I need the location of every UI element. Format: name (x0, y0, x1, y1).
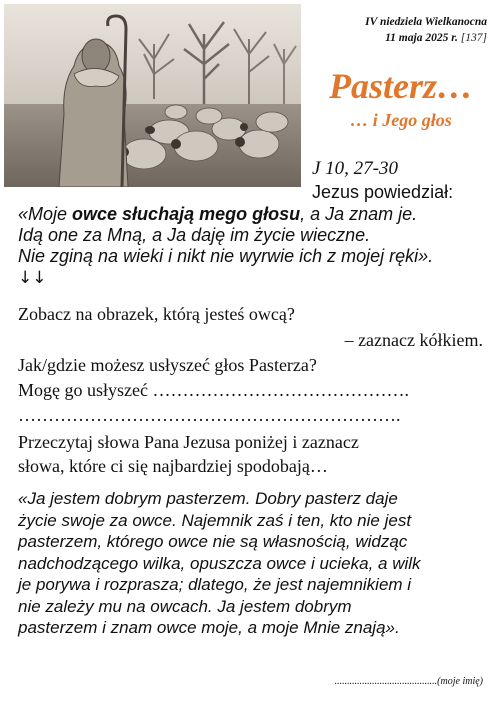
intro-text: Jezus powiedział: (312, 182, 454, 202)
page-subtitle: … i Jego głos (350, 110, 452, 130)
name-signature-field[interactable]: .........................................(moje imię) (334, 676, 483, 687)
shepherd-with-sheep-illustration (4, 4, 301, 187)
quote1-part-c: , a Ja znam je. (300, 204, 418, 224)
quote2-line: nie zależy mu na owcach. Ja jestem dobrym (18, 596, 352, 616)
quote1-part-a: «Moje (18, 204, 73, 224)
task-instruction-line-2: słowa, które ci się najbardziej spodobają… (18, 456, 328, 476)
occasion: IV niedziela Wielkanocna (365, 16, 487, 28)
header-info (365, 14, 487, 46)
down-arrows-icon: ↓↓ (18, 268, 47, 288)
quote1-line-3: Nie zginą na wieki i nikt nie wyrwie ich z mojej ręki». (18, 246, 434, 266)
quote1-line-2: Idą one za Mną, a Ja daję im życie wieczne. (18, 225, 371, 245)
gospel-quote (18, 204, 488, 267)
quote2-line: «Ja jestem dobrym pasterzem. Dobry pasterz daje (18, 489, 398, 508)
task-question-voice: Jak/gdzie możesz usłyszeć głos Pasterza? (18, 355, 317, 375)
gospel-reference: J 10, 27-30 (312, 158, 399, 179)
answer-dots-line[interactable]: ………………………………………………………. (18, 405, 401, 425)
quote2-line: życie swoje za owce. Najemnik zaś i ten, kto nie jest (18, 510, 412, 530)
issue-number: [137] (460, 32, 487, 44)
quote2-line: pasterzem, którego owce nie są własnością, widząc (18, 532, 408, 551)
page-title: Pasterz… (329, 66, 473, 106)
task-question-sheep: Zobacz na obrazek, którą jesteś owcą? (18, 304, 295, 324)
task-instruction-line-1: Przeczytaj słowa Pana Jezusa poniżej i zaznacz (18, 432, 359, 452)
task-hint-circle: – zaznacz kółkiem. (344, 330, 483, 350)
quote2-line: je porywa i rozprasza; dlatego, że jest najemnikiem i (18, 575, 412, 594)
quote1-emphasis: owce słuchają mego głosu (72, 204, 301, 224)
quote2-line: pasterzem i znam owce moje, a moje Mnie znają». (18, 618, 400, 637)
quote2-line: nadchodzącego wilka, opuszcza owce i ucieka, a wilk (18, 553, 421, 573)
date: 11 maja 2025 r. (385, 32, 458, 44)
answer-line[interactable]: Mogę go usłyszeć ……………………………………. (18, 380, 409, 400)
good-shepherd-quote (18, 488, 486, 639)
